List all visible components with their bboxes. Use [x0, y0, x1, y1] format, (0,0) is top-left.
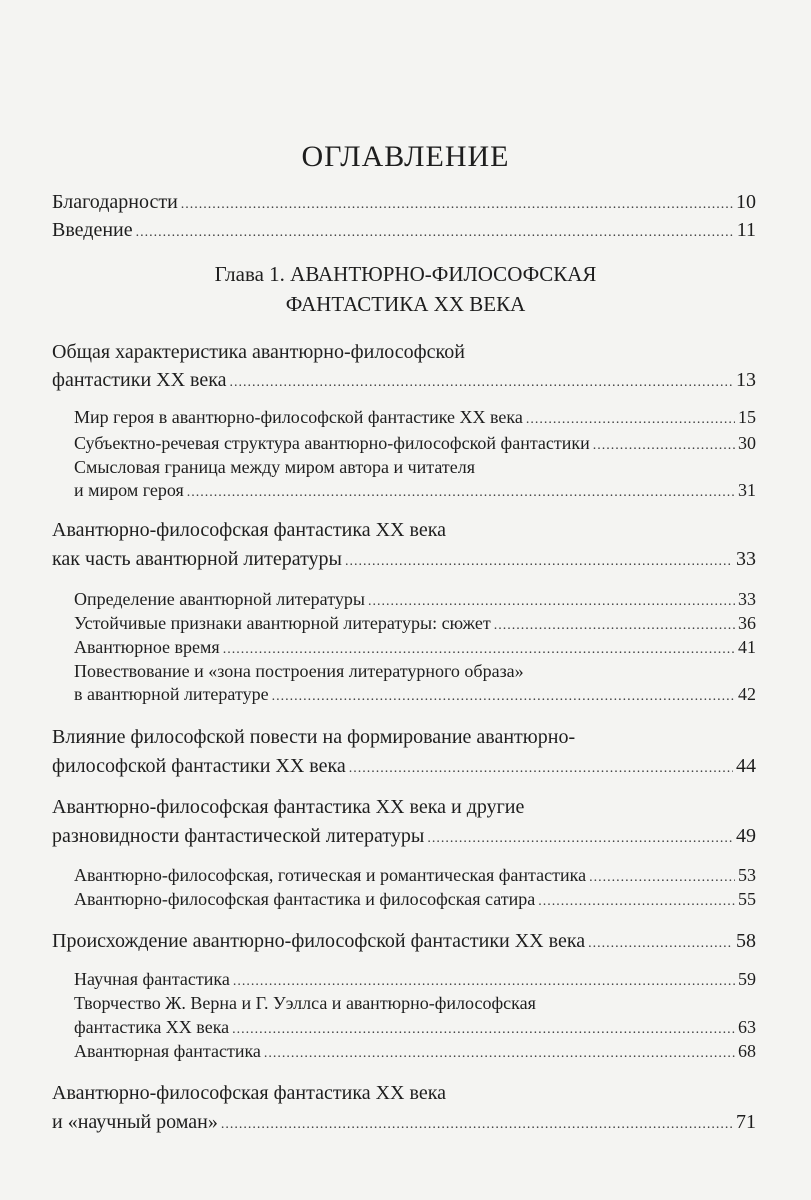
subentry-first-line: Творчество Ж. Верна и Г. Уэллса и авантюрно-философская: [74, 993, 536, 1013]
leader-dots: [181, 198, 733, 212]
toc-subentry: [74, 866, 756, 885]
leader-dots: [589, 871, 735, 885]
leader-dots: [427, 832, 733, 846]
entry-label: Мир героя в авантюрно-философской фантастике XX века: [74, 407, 523, 427]
leader-dots: [136, 226, 734, 240]
entry-label: Авантюрно-философская, готическая и романтическая фантастика: [74, 865, 587, 885]
page-number: 59: [738, 969, 756, 989]
toc-entry: [52, 756, 756, 776]
entry-label: разновидности фантастической литературы: [52, 825, 425, 847]
leader-dots: [593, 439, 735, 453]
page-number: 42: [738, 684, 756, 704]
entry-label: Благодарности: [52, 191, 178, 213]
subentry-first-line: Смысловая граница между миром автора и читателя: [74, 457, 476, 477]
page-number: 11: [736, 219, 756, 241]
toc-subentry: [74, 685, 756, 704]
toc-entry: [52, 370, 756, 390]
leader-dots: [272, 690, 735, 704]
page-number: 36: [738, 613, 756, 633]
toc-subentry: [74, 970, 756, 989]
leader-dots: [588, 937, 733, 951]
toc-entry: [52, 220, 756, 240]
page-number: 55: [738, 889, 756, 909]
entry-label: как часть авантюрной литературы: [52, 548, 342, 570]
toc-entry: [52, 549, 756, 569]
entry-label: Устойчивые признаки авантюрной литературы: сюжет: [74, 613, 491, 633]
toc-subentry: [74, 1042, 756, 1061]
leader-dots: [230, 376, 733, 390]
page-number: 15: [738, 407, 756, 427]
entry-label: и «научный роман»: [52, 1111, 218, 1133]
entry-label: Введение: [52, 219, 133, 241]
section-heading: Влияние философской повести на формирование авантюрно-: [52, 726, 576, 748]
section-heading: Общая характеристика авантюрно-философской: [52, 341, 465, 363]
entry-label: Субъектно-речевая структура авантюрно-философской фантастики: [74, 433, 590, 453]
toc-entry: [52, 931, 756, 951]
chapter-heading-line-2: ФАНТАСТИКА XX ВЕКА: [285, 292, 526, 316]
entry-label: Происхождение авантюрно-философской фантастики XX века: [52, 930, 586, 952]
toc-entry: [52, 1112, 756, 1132]
toc-subentry: [74, 434, 756, 453]
page-number: 13: [736, 369, 756, 391]
page-number: 31: [738, 480, 756, 500]
section-heading: Авантюрно-философская фантастика XX века: [52, 1082, 446, 1104]
leader-dots: [526, 413, 735, 427]
entry-label: Определение авантюрной литературы: [74, 589, 365, 609]
section-heading: Авантюрно-философская фантастика XX века и другие: [52, 796, 525, 818]
toc-subentry: [74, 890, 756, 909]
page-number: 10: [736, 191, 756, 213]
leader-dots: [264, 1047, 735, 1061]
page-number: 49: [736, 825, 756, 847]
toc-subentry: [74, 638, 756, 657]
leader-dots: [233, 975, 735, 989]
entry-label: Авантюрное время: [74, 637, 220, 657]
leader-dots: [349, 762, 733, 776]
chapter-heading-line-1: Глава 1. АВАНТЮРНО-ФИЛОСОФСКАЯ: [214, 262, 597, 286]
section-heading: Авантюрно-философская фантастика XX века: [52, 519, 446, 541]
toc-subentry: [74, 408, 756, 427]
entry-label: и миром героя: [74, 480, 184, 500]
entry-label: фантастики XX века: [52, 369, 227, 391]
leader-dots: [221, 1118, 733, 1132]
page-number: 33: [738, 589, 756, 609]
entry-label: Авантюрно-философская фантастика и философская сатира: [74, 889, 536, 909]
toc-entry: [52, 192, 756, 212]
toc-subentry: [74, 481, 756, 500]
leader-dots: [223, 643, 735, 657]
page-number: 63: [738, 1017, 756, 1037]
leader-dots: [494, 619, 735, 633]
page-number: 58: [736, 930, 756, 952]
entry-label: в авантюрной литературе: [74, 684, 269, 704]
leader-dots: [368, 595, 735, 609]
toc-subentry: [74, 590, 756, 609]
leader-dots: [187, 486, 735, 500]
entry-label: фантастика XX века: [74, 1017, 230, 1037]
page-number: 44: [736, 755, 756, 777]
entry-label: Научная фантастика: [74, 969, 230, 989]
leader-dots: [538, 895, 735, 909]
page-number: 41: [738, 637, 756, 657]
toc-subentry: [74, 1018, 756, 1037]
toc-entry: [52, 826, 756, 846]
page-number: 33: [736, 548, 756, 570]
page-number: 71: [736, 1111, 756, 1133]
page-number: 53: [738, 865, 756, 885]
page-title: ОГЛАВЛЕНИЕ: [301, 140, 510, 173]
leader-dots: [232, 1023, 735, 1037]
page-number: 68: [738, 1041, 756, 1061]
page-number: 30: [738, 433, 756, 453]
subentry-first-line: Повествование и «зона построения литературного образа»: [74, 661, 524, 681]
entry-label: Авантюрная фантастика: [74, 1041, 261, 1061]
toc-subentry: [74, 614, 756, 633]
leader-dots: [345, 555, 733, 569]
entry-label: философской фантастики XX века: [52, 755, 346, 777]
